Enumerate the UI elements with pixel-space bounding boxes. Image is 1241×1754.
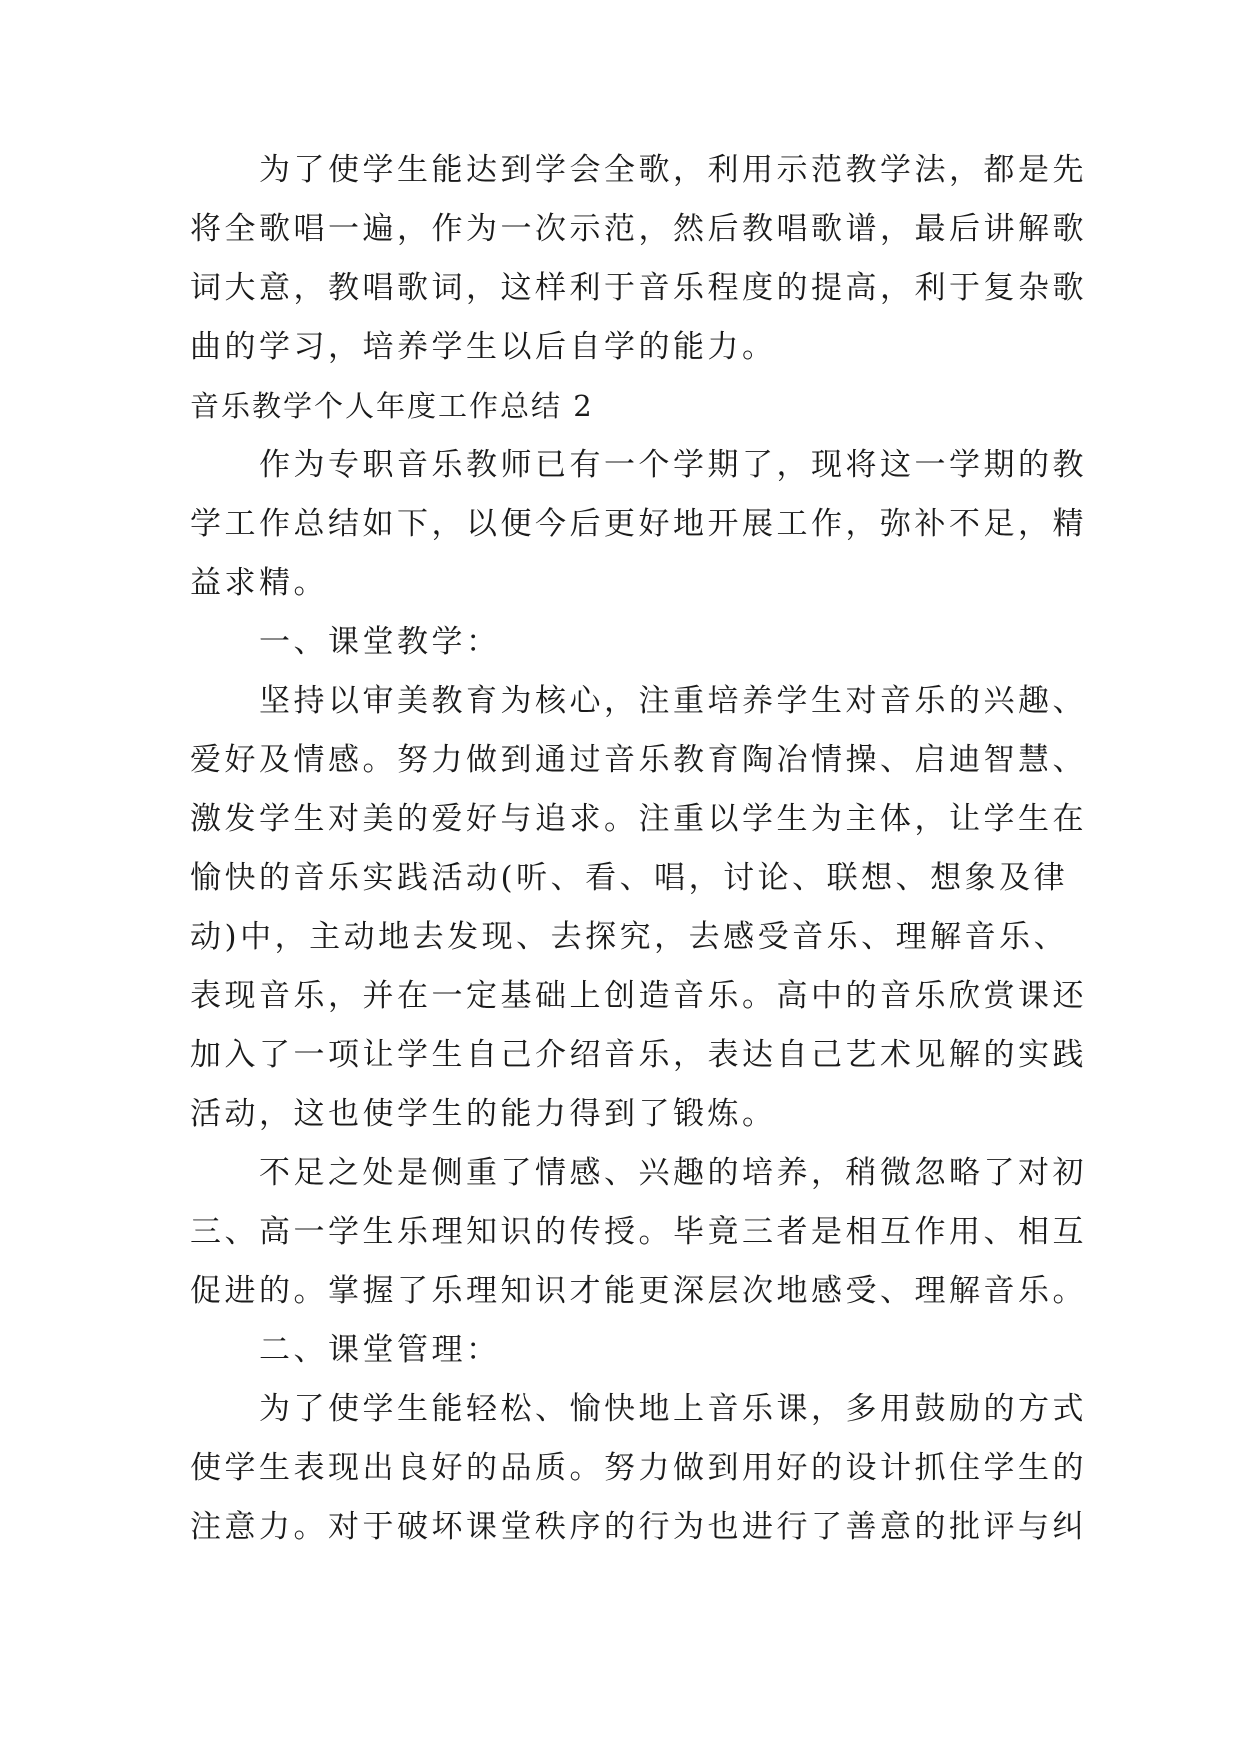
paragraph-line: 促进的。掌握了乐理知识才能更深层次地感受、理解音乐。 [190,1273,1087,1309]
paragraph-line: 益求精。 [190,565,328,601]
section-heading: 二、课堂管理： [190,1332,501,1368]
paragraph-line: 表现音乐，并在一定基础上创造音乐。高中的音乐欣赏课还 [190,978,1087,1014]
paragraph-line: 注意力。对于破坏课堂秩序的行为也进行了善意的批评与纠 [190,1509,1087,1545]
paragraph-line: 作为专职音乐教师已有一个学期了，现将这一学期的教 [190,447,1087,483]
paragraph-line: 曲的学习，培养学生以后自学的能力。 [190,329,777,365]
paragraph-line: 活动，这也使学生的能力得到了锻炼。 [190,1096,777,1132]
paragraph-line: 使学生表现出良好的品质。努力做到用好的设计抓住学生的 [190,1450,1087,1486]
paragraph-line: 爱好及情感。努力做到通过音乐教育陶冶情操、启迪智慧、 [190,742,1087,778]
paragraph-line: 愉快的音乐实践活动(听、看、唱，讨论、联想、想象及律 [190,860,1069,896]
paragraph-line: 词大意，教唱歌词，这样利于音乐程度的提高，利于复杂歌 [190,270,1087,306]
paragraph-line: 加入了一项让学生自己介绍音乐，表达自己艺术见解的实践 [190,1037,1087,1073]
paragraph-line: 激发学生对美的爱好与追求。注重以学生为主体，让学生在 [190,801,1087,837]
paragraph-line: 坚持以审美教育为核心，注重培养学生对音乐的兴趣、 [190,683,1087,719]
section-title: 音乐教学个人年度工作总结 2 [190,389,594,423]
paragraph-line: 将全歌唱一遍，作为一次示范，然后教唱歌谱，最后讲解歌 [190,211,1087,247]
paragraph-line: 动)中，主动地去发现、去探究，去感受音乐、理解音乐、 [190,919,1069,955]
paragraph-line: 不足之处是侧重了情感、兴趣的培养，稍微忽略了对初 [190,1155,1087,1191]
paragraph-line: 为了使学生能轻松、愉快地上音乐课，多用鼓励的方式 [190,1391,1087,1427]
paragraph-line: 三、高一学生乐理知识的传授。毕竟三者是相互作用、相互 [190,1214,1087,1250]
paragraph-line: 学工作总结如下，以便今后更好地开展工作，弥补不足，精 [190,506,1087,542]
paragraph-line: 为了使学生能达到学会全歌，利用示范教学法，都是先 [190,152,1087,188]
section-heading: 一、课堂教学： [190,624,501,660]
